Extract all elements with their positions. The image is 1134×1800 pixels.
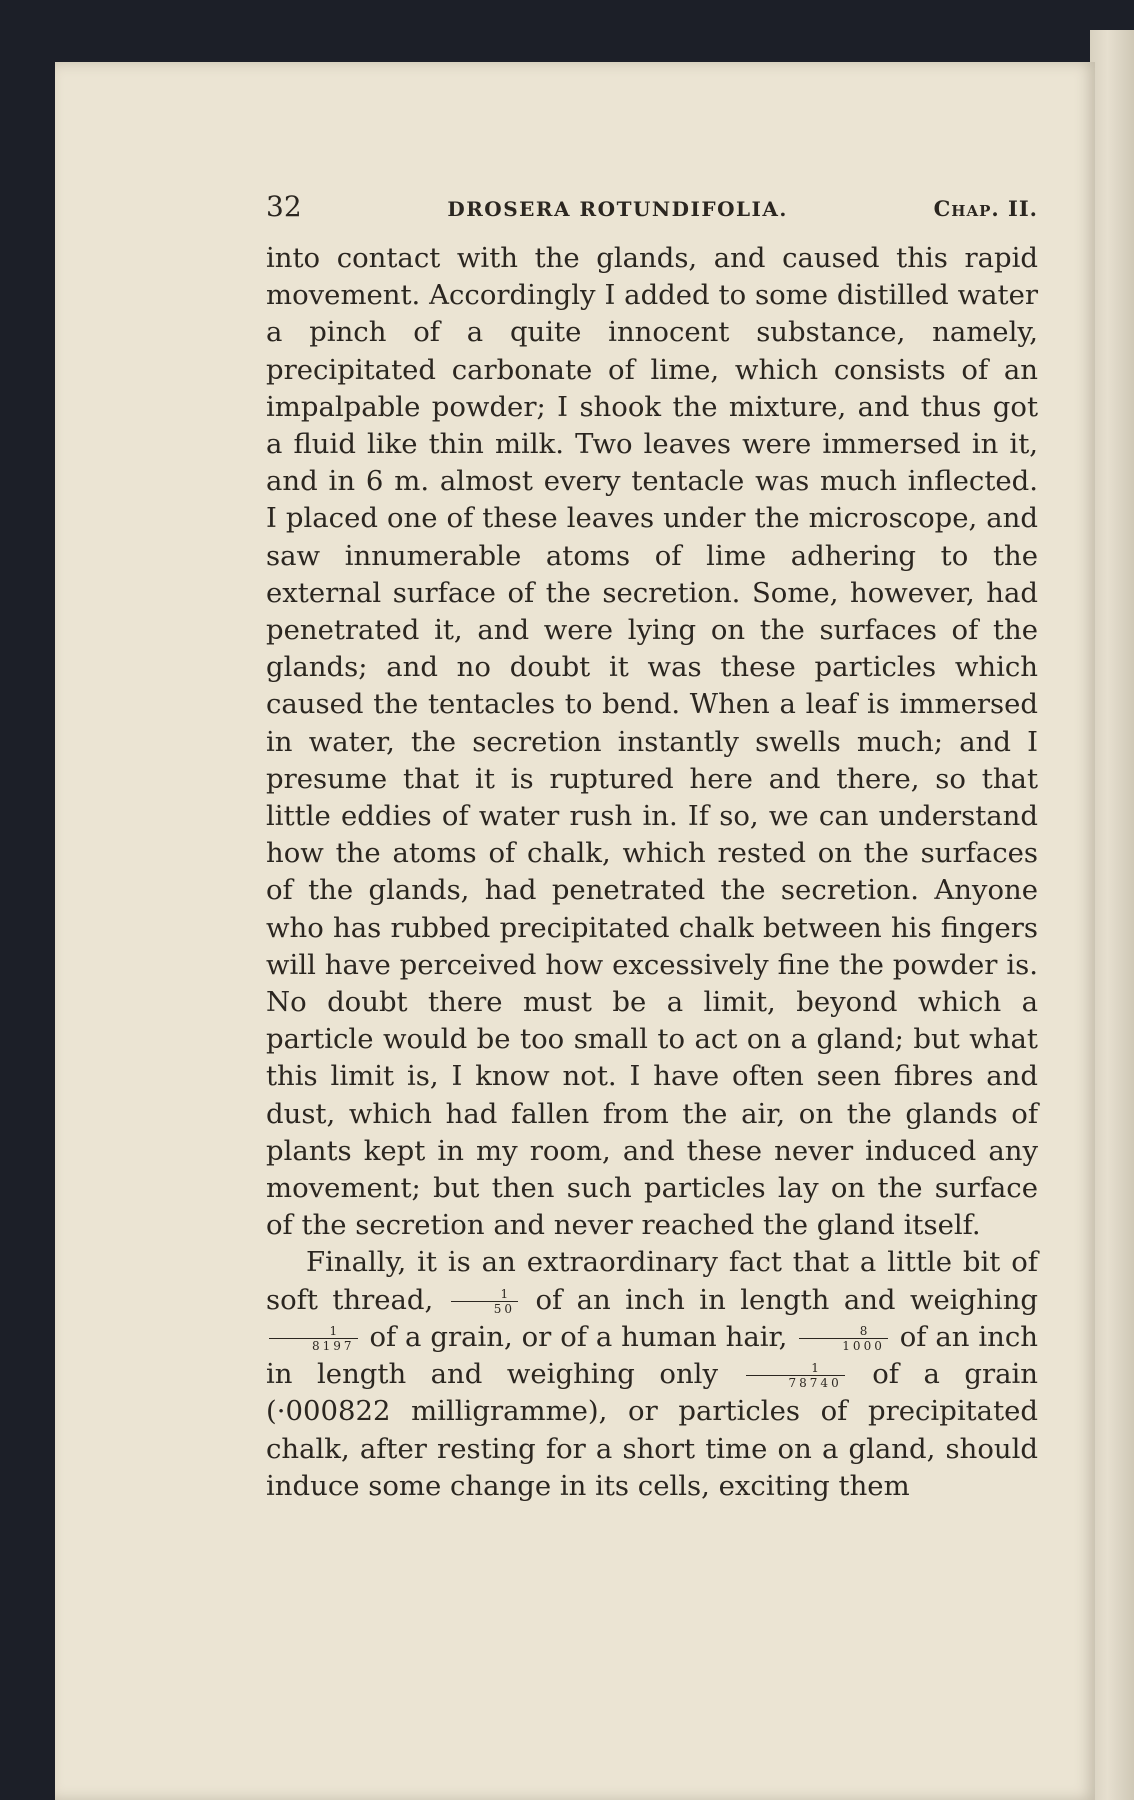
paragraph-2-segment-2: of an inch in length and weighing xyxy=(535,1283,1039,1316)
page-number: 32 xyxy=(266,190,302,223)
paragraph-2-segment-1: Finally, it is an extraordinary fact that a little bit of soft thread, xyxy=(266,1246,1038,1316)
paragraph-1: into contact with the glands, and caused this rapid movement. Accordingly I added to some distilled water a pinch of a quite innocent substance, namely, precipitated carbonate of lime, which consists of an impalpable powder; I shook the mixture, and thus got a fluid like thin milk. Two leaves were immersed in it, and in 6 m. almost every tentacle was much inflected. I placed one of these leaves under the microscope, and saw innumerable atoms of lime adhering to the external surface of the secretion. Some, however, had penetrated it, and were lying on the surfaces of the glands; and no doubt it was these particles which caused the tentacles to bend. When a leaf is immersed in water, the secretion instantly swells much; and I presume that it is ruptured here and there, so that little eddies of water rush in. If so, we can understand how the atoms of chalk, which rested on the surfaces of the glands, had penetrated the secretion. Anyone who has rubbed precipitated chalk between his fingers will have perceived how excessively fine the powder is. No doubt there must be a limit, beyond which a particle would be too small to act on a gland; but what this limit is, I know not. I have often seen fibres and dust, which had fallen from the air, on the glands of plants kept in my room, and these never induced any movement; but then such particles lay on the surface of the secretion and never reached the gland itself. xyxy=(266,242,1038,1242)
fraction-hair-weight xyxy=(746,1362,845,1389)
fraction-denominator: 78740 xyxy=(788,1376,842,1391)
running-title: DROSERA ROTUNDIFOLIA. xyxy=(447,197,788,221)
paragraph-2 xyxy=(266,1244,1038,1504)
fraction-thread-length xyxy=(451,1288,518,1315)
fraction-denominator: 8197 xyxy=(312,1338,355,1353)
adjacent-page-edge xyxy=(1090,30,1134,1800)
fraction-numerator: 1 xyxy=(746,1362,845,1376)
fraction-denominator: 50 xyxy=(493,1301,516,1316)
page-content xyxy=(266,190,1038,1505)
paragraph-2-segment-5: of a grain (·000822 milligramme), or particles of precipitated chalk, after resting for a short time on a gland, should induce some change in its cells, exciting them xyxy=(266,1358,1039,1502)
fraction-denominator: 1000 xyxy=(842,1338,885,1353)
fraction-hair-length xyxy=(799,1325,888,1352)
paragraph-2-segment-4: of an inch in length and weighing only xyxy=(266,1320,1038,1391)
fraction-numerator: 1 xyxy=(269,1325,358,1339)
running-header xyxy=(266,190,1038,240)
paragraph-2-segment-3: of a grain, or of a human hair, xyxy=(369,1320,788,1353)
fraction-numerator: 8 xyxy=(799,1325,888,1339)
fraction-thread-weight xyxy=(269,1325,358,1352)
body-text xyxy=(266,240,1038,1505)
fraction-numerator: 1 xyxy=(451,1288,518,1302)
chapter-label: Chap. II. xyxy=(933,196,1038,221)
